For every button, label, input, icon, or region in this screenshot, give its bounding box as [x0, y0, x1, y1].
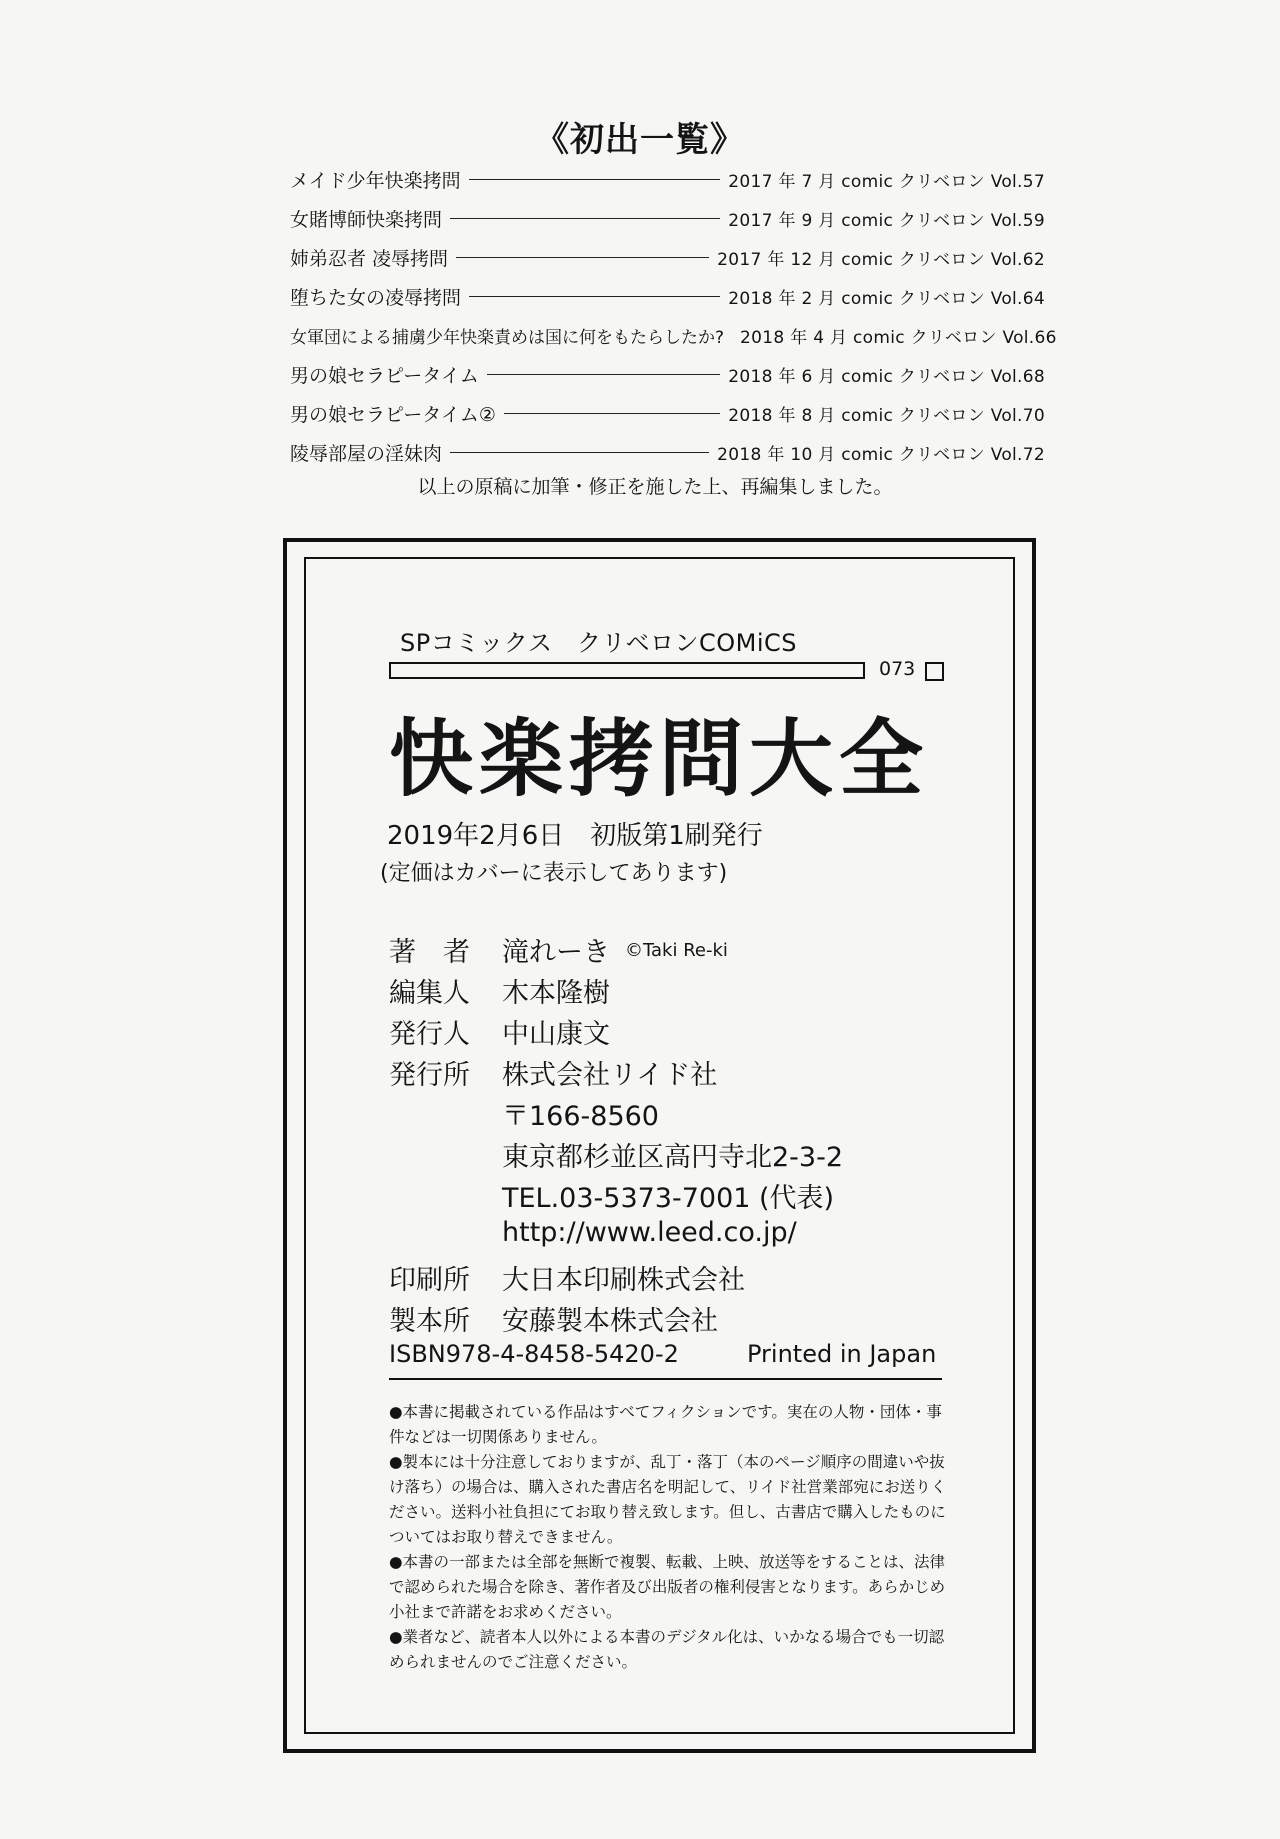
isbn: ISBN978-4-8458-5420-2: [389, 1340, 679, 1368]
entry-title: メイド少年快楽拷問: [290, 169, 461, 192]
publisher-label: 発行所: [389, 1060, 470, 1091]
printed-in: Printed in Japan: [747, 1340, 937, 1368]
editor-name: 木本隆樹: [502, 978, 610, 1009]
revision-note: 以上の原稿に加筆・修正を施した上、再編集しました。: [417, 476, 893, 498]
printer-name: 大日本印刷株式会社: [502, 1265, 745, 1296]
entry-title: 女軍団による捕虜少年快楽責めは国に何をもたらしたか?: [290, 327, 725, 348]
entry-date: 2018 年 6 月 comic クリベロン Vol.68: [728, 366, 1045, 387]
author-row: [389, 930, 501, 969]
entry-title: 男の娘セラピータイム②: [290, 403, 496, 426]
list-item: [290, 279, 1045, 313]
telephone: TEL.03-5373-7001 (代表): [502, 1183, 835, 1214]
publisher-row: [389, 1053, 501, 1092]
entry-title: 女賭博師快楽拷問: [290, 208, 443, 231]
editor-label: 編集人: [389, 978, 470, 1009]
list-item: [290, 396, 1045, 430]
author-label: 著 者: [389, 937, 470, 968]
entry-date: 2018 年 10 月 comic クリベロン Vol.72: [717, 444, 1045, 465]
leader-line: [469, 179, 721, 180]
entry-title: 陵辱部屋の淫妹肉: [290, 442, 443, 465]
entry-date: 2018 年 2 月 comic クリベロン Vol.64: [728, 288, 1045, 309]
list-item: [290, 162, 1045, 196]
address: 東京都杉並区高円寺北2-3-2: [502, 1142, 844, 1173]
printer-label: 印刷所: [389, 1265, 470, 1296]
copyright-notice: ©Taki Re-ki: [625, 940, 728, 961]
author-name: 滝れーき: [502, 937, 610, 968]
list-item: [290, 318, 1057, 352]
entry-title: 男の娘セラピータイム: [290, 364, 479, 387]
leader-line: [469, 296, 720, 297]
leader-line: [504, 413, 720, 414]
price-note: (定価はカバーに表示してあります): [380, 861, 728, 886]
leader-line: [450, 218, 720, 219]
book-title: 快楽拷問大全: [389, 710, 930, 808]
notice-copyright: ●本書の一部または全部を無断で複製、転載、上映、放送等をすることは、法律で認められた場合を除き、著作者及び出版者の権利侵害となります。あらかじめ小社まで許諾をお求めください。: [389, 1553, 946, 1621]
title-bar: [389, 662, 865, 679]
series-name: SPコミックス クリベロンCOMiCS: [400, 629, 798, 657]
entry-title: 姉弟忍者 凌辱拷問: [290, 247, 449, 270]
entry-date: 2017 年 7 月 comic クリベロン Vol.57: [728, 171, 1045, 192]
printer-row: [389, 1258, 501, 1297]
list-item: [290, 357, 1045, 391]
list-item: [290, 435, 1045, 469]
list-item: [290, 201, 1045, 235]
notice-fiction: ●本書に掲載されている作品はすべてフィクションです。実在の人物・団体・事件などは一切関係ありません。: [389, 1403, 942, 1446]
notice-defect: ●製本には十分注意しておりますが、乱丁・落丁（本のページ順序の間違いや抜け落ち）の場合は、購入された書店名を明記して、リイド社営業部宛にお送りください。送料小社負担にてお取り替え致します。但し、古書店で購入したものについてはお取り替えできません。: [389, 1453, 947, 1546]
publication-date: 2019年2月6日 初版第1刷発行: [387, 821, 763, 851]
list-item: [290, 240, 1045, 274]
binder-label: 製本所: [389, 1306, 470, 1337]
first-appearance-title: 《初出一覧》: [535, 120, 745, 160]
book-code: 073: [879, 658, 916, 680]
leader-line: [456, 257, 709, 258]
issuer-name: 中山康文: [502, 1019, 610, 1050]
legal-notice: [389, 1400, 949, 1675]
entry-date: 2018 年 8 月 comic クリベロン Vol.70: [728, 405, 1045, 426]
website-url: http://www.leed.co.jp/: [502, 1217, 797, 1248]
entry-date: 2017 年 9 月 comic クリベロン Vol.59: [728, 210, 1045, 231]
issuer-row: [389, 1012, 501, 1051]
issuer-label: 発行人: [389, 1019, 470, 1050]
notice-digital: ●業者など、読者本人以外による本書のデジタル化は、いかなる場合でも一切認められませんのでご注意ください。: [389, 1628, 945, 1671]
leader-line: [450, 452, 709, 453]
editor-row: [389, 971, 501, 1010]
publisher-name: 株式会社リイド社: [502, 1060, 718, 1091]
entry-title: 堕ちた女の凌辱拷問: [290, 286, 462, 309]
divider: [389, 1378, 942, 1380]
postal-code: 〒166-8560: [502, 1101, 659, 1132]
binder-row: [389, 1299, 501, 1338]
leader-line: [487, 374, 720, 375]
code-box: [925, 662, 944, 681]
binder-name: 安藤製本株式会社: [502, 1306, 718, 1337]
entry-date: 2018 年 4 月 comic クリベロン Vol.66: [740, 327, 1057, 348]
entry-date: 2017 年 12 月 comic クリベロン Vol.62: [717, 249, 1045, 270]
